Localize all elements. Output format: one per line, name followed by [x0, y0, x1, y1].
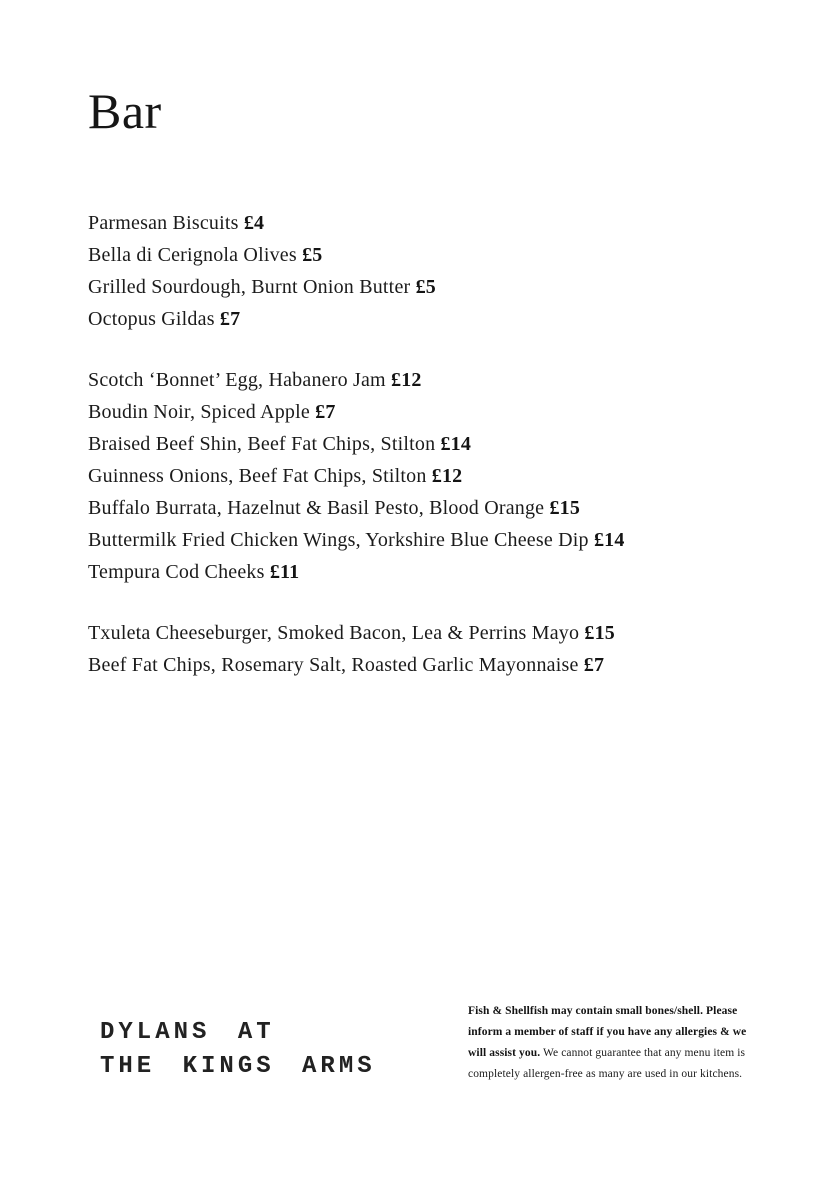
menu-item — [88, 271, 768, 303]
menu-item-name: Grilled Sourdough, Burnt Onion Butter — [88, 276, 416, 298]
menu-item — [88, 303, 768, 335]
disclaimer-bold-text: Fish & Shellfish may contain small bones/shell. Please inform a member of staff if you have any allergies & we will assist you. — [468, 1005, 747, 1059]
menu-item-price: £4 — [243, 212, 265, 234]
menu-item — [88, 239, 768, 271]
restaurant-logo — [100, 1016, 376, 1084]
menu-item-price: £11 — [269, 561, 300, 583]
menu-item-name: Buffalo Burrata, Hazelnut & Basil Pesto, Blood Orange — [88, 497, 550, 519]
menu-item-name: Bella di Cerignola Olives — [88, 244, 303, 266]
menu-item — [88, 524, 768, 556]
menu-item-price: £5 — [415, 276, 436, 298]
menu-item-name: Scotch ‘Bonnet’ Egg, Habanero Jam — [88, 369, 392, 391]
menu-item-price: £7 — [219, 308, 241, 330]
menu-item-price: £7 — [315, 401, 336, 423]
menu-item — [88, 617, 768, 649]
page-title: Bar — [88, 83, 162, 139]
menu-item-price: £14 — [440, 433, 472, 455]
menu-item-name: Buttermilk Fried Chicken Wings, Yorkshire Blue Cheese Dip — [88, 529, 594, 551]
menu-item-name: Boudin Noir, Spiced Apple — [88, 401, 316, 423]
menu-item-price: £12 — [391, 369, 422, 391]
menu-section — [88, 617, 768, 681]
allergen-disclaimer — [468, 1001, 764, 1085]
menu-item — [88, 460, 768, 492]
menu-item-price: £7 — [583, 654, 605, 676]
disclaimer-regular-text: We cannot guarantee that any menu item is completely allergen-free as many are used in our kitchens. — [468, 1047, 746, 1080]
menu-item — [88, 396, 768, 428]
menu-item-name: Tempura Cod Cheeks — [88, 561, 270, 583]
menu-item — [88, 492, 768, 524]
menu-section — [88, 364, 768, 588]
menu-item-name: Octopus Gildas — [88, 308, 220, 330]
menu-item-price: £14 — [593, 529, 625, 551]
menu-item-name: Beef Fat Chips, Rosemary Salt, Roasted Garlic Mayonnaise — [88, 654, 584, 676]
menu-item — [88, 556, 768, 588]
menu-item-name: Parmesan Biscuits — [88, 212, 244, 234]
logo-line-2: THE KINGS ARMS — [100, 1053, 376, 1080]
menu-list — [88, 207, 768, 710]
menu-item-price: £5 — [302, 244, 323, 266]
menu-item-price: £15 — [584, 622, 615, 644]
logo-line-1: DYLANS AT — [100, 1019, 275, 1046]
menu-item-price: £15 — [549, 497, 581, 519]
menu-item — [88, 428, 768, 460]
menu-item — [88, 364, 768, 396]
menu-section — [88, 207, 768, 335]
menu-item-price: £12 — [431, 465, 463, 487]
menu-item-name: Guinness Onions, Beef Fat Chips, Stilton — [88, 465, 432, 487]
menu-item — [88, 207, 768, 239]
menu-item-name: Braised Beef Shin, Beef Fat Chips, Stilton — [88, 433, 441, 455]
menu-item — [88, 649, 768, 681]
menu-item-name: Txuleta Cheeseburger, Smoked Bacon, Lea & Perrins Mayo — [88, 622, 585, 644]
